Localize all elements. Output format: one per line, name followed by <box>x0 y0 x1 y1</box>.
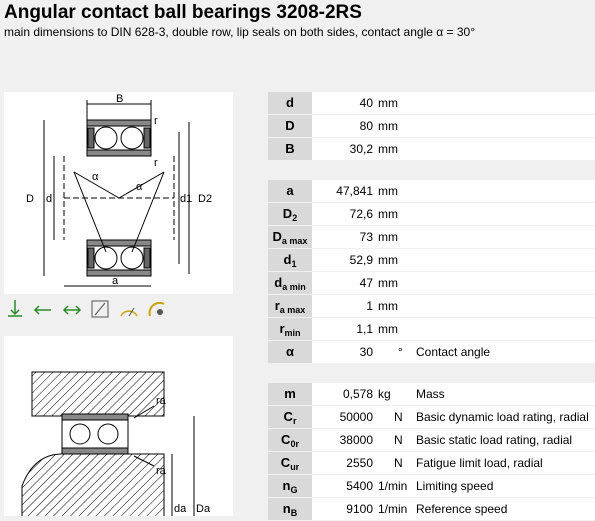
row-unit: mm <box>378 142 398 156</box>
table-row <box>268 92 595 114</box>
radial-load-icon[interactable] <box>4 298 26 320</box>
row-symbol: $C_r$ <box>268 406 312 428</box>
row-symbol: $D_2$ <box>268 203 312 225</box>
row-symbol: $D_{a max}$ <box>268 226 312 248</box>
row-unit: mm <box>378 184 398 198</box>
row-unit: mm <box>378 119 398 133</box>
dim-label-da: da <box>174 503 187 515</box>
speed-icon[interactable] <box>118 298 140 320</box>
dim-label-r2: r <box>154 157 158 169</box>
row-symbol: $d_1$ <box>268 249 312 271</box>
table-row <box>268 203 595 225</box>
dim-label-d1: d1 <box>180 193 193 205</box>
row-symbol: $d_{a min}$ <box>268 272 312 294</box>
table-row <box>268 429 595 451</box>
row-value: 52,9 <box>349 253 373 267</box>
row-value: 47,841 <box>336 184 373 198</box>
row-symbol: $r_{a max}$ <box>268 295 312 317</box>
table-row <box>268 475 595 497</box>
table-row <box>268 249 595 271</box>
row-symbol: m <box>268 383 312 405</box>
row-symbol: B <box>268 138 312 160</box>
row-description: Contact angle <box>416 345 491 359</box>
row-symbol: α <box>268 341 312 363</box>
row-symbol: a <box>268 180 312 202</box>
row-unit: 1/min <box>378 479 408 493</box>
row-description: Fatigue limit load, radial <box>416 456 543 470</box>
table-row <box>268 383 595 405</box>
row-unit: mm <box>378 322 398 336</box>
function-icons-row <box>4 298 170 324</box>
row-description: Mass <box>416 387 445 401</box>
row-unit: N <box>394 410 403 424</box>
dim-label-a: a <box>112 275 119 287</box>
row-description: Basic static load rating, radial <box>416 433 573 447</box>
row-symbol: $C_{0r}$ <box>268 429 312 451</box>
row-value: 47 <box>359 276 373 290</box>
dim-label-alpha1: α <box>92 171 99 183</box>
table-row <box>268 138 595 160</box>
row-value: 80 <box>359 119 373 133</box>
row-symbol: $n_G$ <box>268 475 312 497</box>
dim-label-r1: r <box>154 115 158 127</box>
dim-label-ra2: ra <box>156 465 166 477</box>
mounting-icon[interactable] <box>89 298 111 320</box>
page-subtitle: main dimensions to DIN 628-3, double row, lip seals on both sides, contact angle α = 30° <box>4 25 476 39</box>
row-value: 5400 <box>346 479 373 493</box>
row-symbol: d <box>268 92 312 114</box>
row-value: 0,578 <box>342 387 373 401</box>
row-value: 38000 <box>339 433 373 447</box>
row-symbol: $r_{min}$ <box>268 318 312 340</box>
row-unit: mm <box>378 299 398 313</box>
row-value: 40 <box>359 96 373 110</box>
table-row <box>268 180 595 202</box>
axial-load-both-icon[interactable] <box>61 298 83 320</box>
dim-label-Da: Da <box>196 503 211 515</box>
row-description: Reference speed <box>416 502 508 516</box>
mounting-drawing-panel <box>4 336 233 516</box>
row-description: Limiting speed <box>416 479 494 493</box>
dim-label-B: B <box>116 93 124 105</box>
dim-label-D: D <box>26 193 34 205</box>
page-title: Angular contact ball bearings 3208-2RS <box>4 2 362 23</box>
table-row <box>268 341 595 363</box>
row-unit: ° <box>398 345 403 359</box>
table-row <box>268 452 595 474</box>
table-row <box>268 295 595 317</box>
lubrication-icon[interactable] <box>146 298 168 320</box>
row-unit: 1/min <box>378 502 408 516</box>
dim-label-alpha2: α <box>136 181 143 193</box>
row-unit: mm <box>378 96 398 110</box>
row-symbol: $C_{ur}$ <box>268 452 312 474</box>
row-value: 1 <box>366 299 373 313</box>
table-row <box>268 498 595 520</box>
row-unit: N <box>394 433 403 447</box>
row-description: Basic dynamic load rating, radial <box>416 410 589 424</box>
row-unit: mm <box>378 230 398 244</box>
table-row <box>268 226 595 248</box>
dim-label-d: d <box>46 193 53 205</box>
table-row <box>268 406 595 428</box>
dim-label-D2: D2 <box>198 193 213 205</box>
row-value: 9100 <box>346 502 373 516</box>
axial-load-left-icon[interactable] <box>32 298 54 320</box>
dim-label-ra1: ra <box>156 395 166 407</box>
row-symbol: D <box>268 115 312 137</box>
row-unit: N <box>394 456 403 470</box>
table-row <box>268 115 595 137</box>
row-unit: mm <box>378 207 398 221</box>
row-value: 30,2 <box>349 142 373 156</box>
row-value: 2550 <box>346 456 373 470</box>
row-value: 50000 <box>339 410 373 424</box>
bearing-drawing-panel <box>4 92 233 294</box>
row-value: 73 <box>359 230 373 244</box>
row-unit: mm <box>378 276 398 290</box>
bearing-cross-section-drawing <box>4 92 233 294</box>
row-unit: mm <box>378 253 398 267</box>
row-unit: kg <box>378 387 391 401</box>
table-row <box>268 272 595 294</box>
table-row <box>268 318 595 340</box>
row-value: 30 <box>359 345 373 359</box>
mounting-dimension-drawing <box>4 336 233 516</box>
row-value: 72,6 <box>349 207 373 221</box>
row-value: 1,1 <box>356 322 373 336</box>
row-symbol: $n_B$ <box>268 498 312 520</box>
